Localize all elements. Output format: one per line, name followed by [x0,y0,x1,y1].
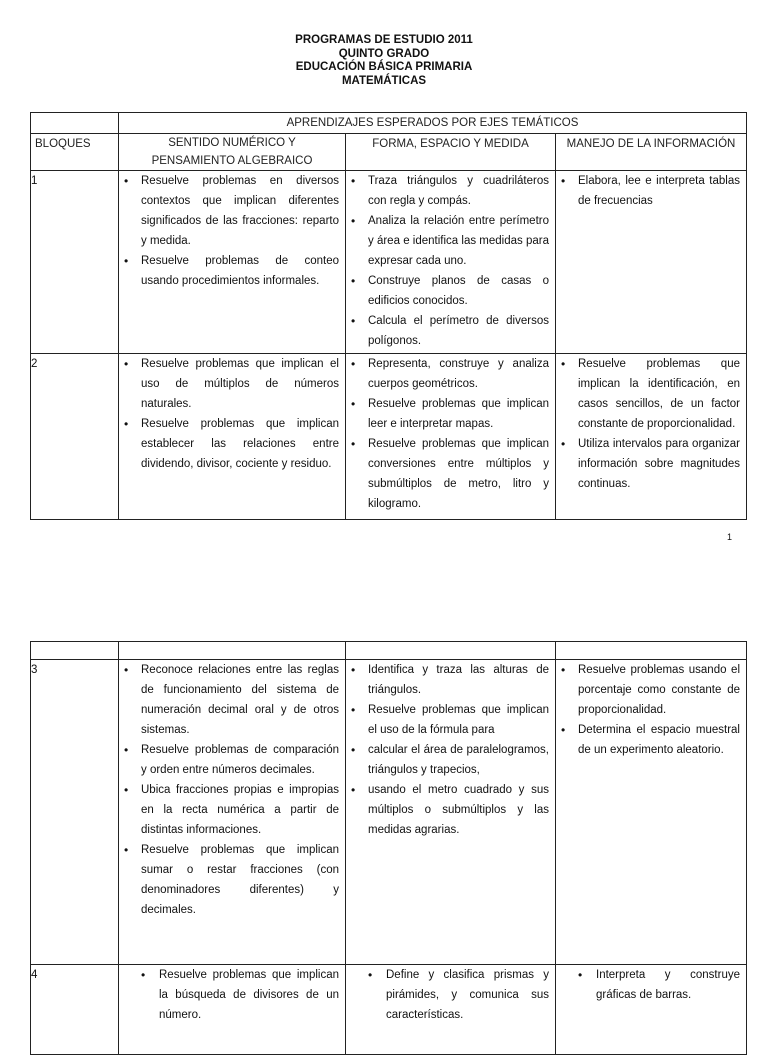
page-number: 1 [727,532,733,542]
list-item: • Identifica y traza las alturas de triángulos. [346,660,549,700]
header-bloques: BLOQUES [31,134,119,171]
list-item: • Utiliza intervalos para organizar información sobre magnitudes continuas. [556,434,740,494]
curriculum-table-part-2 [30,641,747,1055]
cell-col1 [119,965,346,1055]
empty-cell [556,642,747,660]
cell-col3 [556,660,747,965]
title-line: PROGRAMAS DE ESTUDIO 2011 [295,34,473,46]
list-item: • usando el metro cuadrado y sus múltiplos o submúltiplos y las medidas agrarias. [346,780,549,840]
block-number: 2 [31,354,119,520]
list-item: • Calcula el perímetro de diversos polígonos. [346,311,549,351]
empty-cell [119,642,346,660]
list-item: • Resuelve problemas que implican conversiones entre múltiplos y submúltiplos de metro, litro y kilogramo. [346,434,549,514]
list-item: • Ubica fracciones propias e impropias en la recta numérica a partir de distintas informaciones. [119,780,339,840]
title-line: EDUCACIÓN BÁSICA PRIMARIA [295,61,473,73]
list-item: • Resuelve problemas en diversos contextos que implican diferentes significados de las fracciones: reparto y medida. [119,171,339,251]
list-item: • Resuelve problemas usando el porcentaje como constante de proporcionalidad. [556,660,740,720]
block-number: 3 [31,660,119,965]
header-col2: FORMA, ESPACIO Y MEDIDA [346,134,556,171]
header-col1: SENTIDO NUMÉRICO Y PENSAMIENTO ALGEBRAICO [119,134,346,171]
cell-col3 [556,965,747,1055]
list-item: • Resuelve problemas que implican sumar o restar fracciones (con denominadores diferentes) y decimales. [119,840,339,920]
list-item: • Elabora, lee e interpreta tablas de frecuencias [556,171,740,211]
list-item: • Resuelve problemas que implican el uso de múltiplos de números naturales. [119,354,339,414]
list-item: • Representa, construye y analiza cuerpos geométricos. [346,354,549,394]
block-number: 1 [31,171,119,354]
cell-col1 [119,660,346,965]
list-item: • Resuelve problemas que implican la identificación, en casos sencillos, de un factor constante de proporcionalidad. [556,354,740,434]
curriculum-table-part-1 [30,112,747,520]
list-item: • Construye planos de casas o edificios conocidos. [346,271,549,311]
cell-col3 [556,171,747,354]
list-item: • Resuelve problemas de conteo usando procedimientos informales. [119,251,339,291]
list-item: • Resuelve problemas que implican el uso de la fórmula para [346,700,549,740]
list-item: • Resuelve problemas que implican la búsqueda de divisores de un número. [137,965,339,1025]
cell-col2 [346,965,556,1055]
table-row [31,171,747,354]
list-item: • Determina el espacio muestral de un experimento aleatorio. [556,720,740,760]
list-item: • Resuelve problemas de comparación y orden entre números decimales. [119,740,339,780]
table-row [31,965,747,1055]
list-item: • Traza triángulos y cuadriláteros con regla y compás. [346,171,549,211]
block-number: 4 [31,965,119,1055]
header-empty-cell [31,113,119,134]
table-row [31,354,747,520]
cell-col2 [346,354,556,520]
list-item: • Resuelve problemas que implican leer e interpretar mapas. [346,394,549,434]
header-span: APRENDIZAJES ESPERADOS POR EJES TEMÁTICOS [119,113,747,134]
table-row [31,660,747,965]
list-item: • Reconoce relaciones entre las reglas de funcionamiento del sistema de numeración decimal oral y de otros sistemas. [119,660,339,740]
document-title [0,34,768,88]
empty-cell [31,642,119,660]
cell-col1 [119,171,346,354]
header-col3: MANEJO DE LA INFORMACIÓN [556,134,747,171]
title-line: QUINTO GRADO [338,47,430,60]
list-item: • calcular el área de paralelogramos, triángulos y trapecios, [346,740,549,780]
list-item: • Analiza la relación entre perímetro y área e identifica las medidas para expresar cada uno. [346,211,549,271]
list-item: • Interpreta y construye gráficas de barras. [574,965,740,1005]
list-item: • Define y clasifica prismas y pirámides, y comunica sus características. [364,965,549,1025]
cell-col3 [556,354,747,520]
cell-col2 [346,660,556,965]
title-line: MATEMÁTICAS [341,74,427,87]
empty-cell [346,642,556,660]
list-item: • Resuelve problemas que implican establecer las relaciones entre dividendo, divisor, cociente y residuo. [119,414,339,474]
cell-col2 [346,171,556,354]
cell-col1 [119,354,346,520]
